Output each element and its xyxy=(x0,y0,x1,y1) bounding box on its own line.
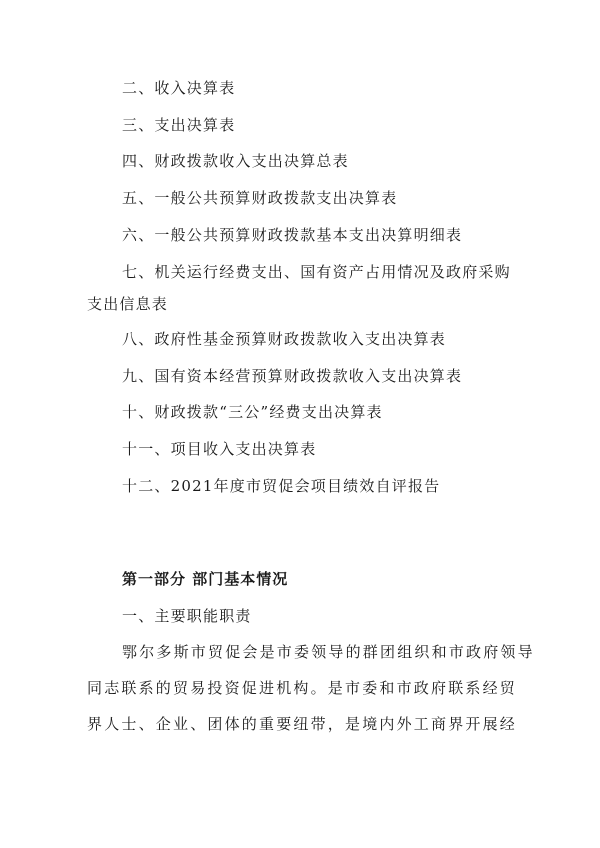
toc-item-general-budget-basic-detail: 六、一般公共预算财政拨款基本支出决算明细表 xyxy=(122,226,463,244)
toc-item-operating-expense-info: 七、机关运行经费支出、国有资产占用情况及政府采购 xyxy=(122,263,511,281)
toc-item-income-statement: 二、收入决算表 xyxy=(122,79,236,97)
toc-item-fiscal-allocation-summary: 四、财政拨款收入支出决算总表 xyxy=(122,152,349,170)
toc-item-three-public-expenses: 十、财政拨款“三公”经费支出决算表 xyxy=(122,403,383,421)
toc-item-operating-expense-info-cont: 支出信息表 xyxy=(87,295,169,313)
toc-item-state-capital-budget: 九、国有资本经营预算财政拨款收入支出决算表 xyxy=(122,367,463,385)
paragraph-line: 鄂尔多斯市贸促会是市委领导的群团组织和市政府领导 xyxy=(122,643,535,661)
toc-item-project-income-expenditure: 十一、项目收入支出决算表 xyxy=(122,440,317,458)
toc-item-expenditure-statement: 三、支出决算表 xyxy=(122,116,236,134)
section-title: 第一部分 部门基本情况 xyxy=(122,570,289,588)
toc-item-performance-report: 十二、2021年度市贸促会项目绩效自评报告 xyxy=(122,477,441,495)
toc-item-general-budget-expenditure: 五、一般公共预算财政拨款支出决算表 xyxy=(122,189,398,207)
section-subtitle: 一、主要职能职责 xyxy=(122,607,252,625)
paragraph-line: 同志联系的贸易投资促进机构。是市委和市政府联系经贸 xyxy=(87,679,518,697)
toc-item-government-fund-budget: 八、政府性基金预算财政拨款收入支出决算表 xyxy=(122,330,447,348)
paragraph-line: 界人士、企业、团体的重要纽带，是境内外工商界开展经 xyxy=(87,715,518,733)
